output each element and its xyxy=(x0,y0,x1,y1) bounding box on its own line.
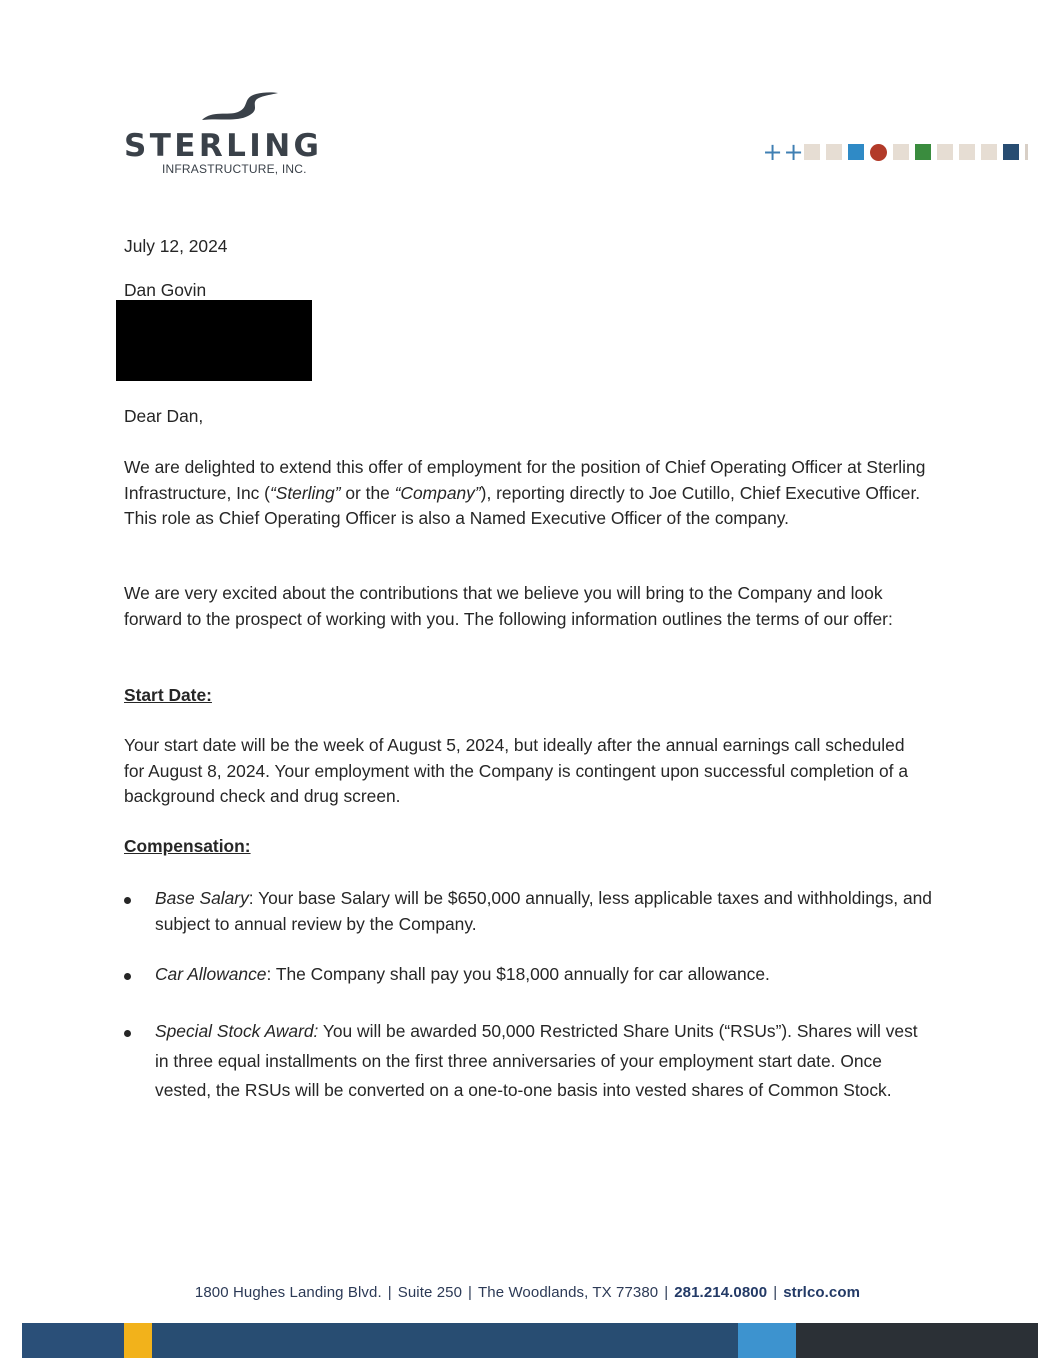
red-circle-icon xyxy=(870,144,887,161)
footer-contact: 1800 Hughes Landing Blvd. | Suite 250 | The Woodlands, TX 77380 | 281.214.0800 | strlco.com xyxy=(194,1284,861,1301)
footer-city: The Woodlands, TX 77380 xyxy=(478,1284,659,1301)
plus-icon: + xyxy=(783,138,804,166)
redacted-address-block xyxy=(116,300,312,381)
logo-wordmark: STERLING xyxy=(124,128,323,164)
letter-date: July 12, 2024 xyxy=(124,236,228,256)
plus-icon: + xyxy=(762,138,783,166)
beige-square-icon xyxy=(893,144,909,160)
list-item-stock-award: Special Stock Award: You will be awarded 50,000 Restricted Share Units (“RSUs”). Shares will vest in three equal installments on the first three anniversaries of your employment start date. Once vested, the RSUs will be converted on a one-to-one basis into vested shares of Common Stock. xyxy=(124,1017,934,1106)
list-item-car-allowance: Car Allowance: The Company shall pay you $18,000 annually for car allowance. xyxy=(124,962,934,988)
logo-swoosh-icon xyxy=(198,86,280,130)
start-date-heading: Start Date: xyxy=(124,685,212,705)
bullet-icon xyxy=(124,897,131,904)
beige-square-icon xyxy=(981,144,997,160)
green-square-icon xyxy=(915,144,931,160)
navy-square-icon xyxy=(1003,144,1019,160)
salutation: Dear Dan, xyxy=(124,406,204,426)
blue-square-icon xyxy=(848,144,864,160)
logo-subtitle: INFRASTRUCTURE, INC. xyxy=(162,162,307,176)
list-item-base-salary: Base Salary: Your base Salary will be $650,000 annually, less applicable taxes and withholdings, and subject to annual review by the Company. xyxy=(124,886,934,937)
footer-website: strlco.com xyxy=(783,1284,861,1301)
recipient-name: Dan Govin xyxy=(124,280,207,300)
start-date-paragraph: Your start date will be the week of August 5, 2024, but ideally after the annual earnings call scheduled for August 8, 2024. Your employment with the Company is contingent upon successful completion of a background check and drug screen. xyxy=(124,735,909,806)
beige-bar-icon xyxy=(1025,144,1028,160)
beige-square-icon xyxy=(959,144,975,160)
footer-color-band xyxy=(22,1323,1038,1358)
footer-phone: 281.214.0800 xyxy=(674,1284,768,1301)
beige-square-icon xyxy=(937,144,953,160)
footer-address: 1800 Hughes Landing Blvd. xyxy=(194,1284,382,1301)
excitement-paragraph: We are very excited about the contributions that we believe you will bring to the Company and look forward to the prospect of working with you. The following information outlines the terms of our offer: xyxy=(124,583,893,629)
footer-suite: Suite 250 xyxy=(397,1284,463,1301)
beige-square-icon xyxy=(804,144,820,160)
bullet-icon xyxy=(124,1030,131,1037)
beige-square-icon xyxy=(826,144,842,160)
intro-paragraph: We are delighted to extend this offer of employment for the position of Chief Operating Officer at Sterling Infrastructure, Inc (“Sterling” or the “Company”), reporting directly to Joe Cutillo, Chief Executive Officer. This role as Chief Operating Officer is also a Named Executive Officer of the company. xyxy=(124,457,926,528)
letterhead-pattern xyxy=(762,138,1028,166)
compensation-heading: Compensation: xyxy=(124,836,251,856)
bullet-icon xyxy=(124,973,131,980)
